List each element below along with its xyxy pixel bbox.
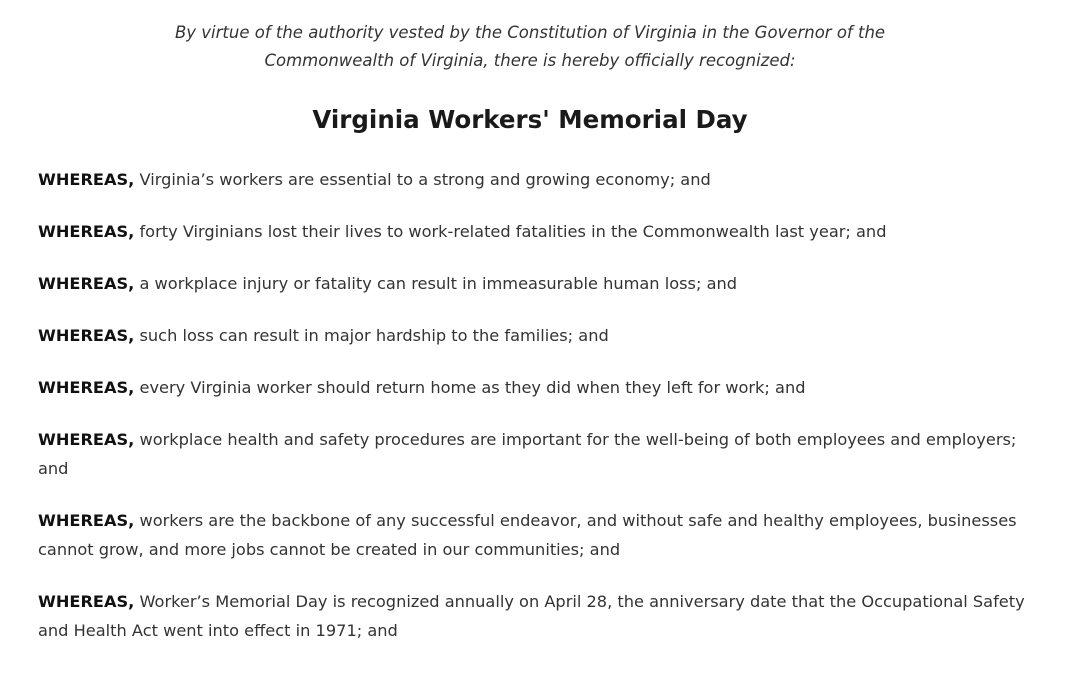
page-title: Virginia Workers' Memorial Day	[312, 105, 748, 134]
whereas-clause-list	[38, 165, 1028, 668]
whereas-clause	[38, 373, 1028, 402]
whereas-keyword: WHEREAS,	[38, 222, 135, 241]
whereas-clause	[38, 321, 1028, 350]
clause-text: Virginia’s workers are essential to a strong and growing economy; and	[139, 170, 711, 189]
clause-text: workers are the backbone of any successful endeavor, and without safe and healthy employees, businesses cannot grow, and more jobs cannot be created in our communities; and	[38, 511, 1017, 559]
whereas-clause	[38, 587, 1028, 645]
clause-text: Worker’s Memorial Day is recognized annually on April 28, the anniversary date that the Occupational Safety and Health Act went into effect in 1971; and	[38, 592, 1025, 640]
whereas-clause	[38, 217, 1028, 246]
whereas-keyword: WHEREAS,	[38, 170, 135, 189]
clause-text: such loss can result in major hardship to the families; and	[139, 326, 609, 345]
whereas-keyword: WHEREAS,	[38, 592, 135, 611]
clause-text: workplace health and safety procedures are important for the well-being of both employees and employers; and	[38, 430, 1017, 478]
whereas-clause	[38, 165, 1028, 194]
clause-text: a workplace injury or fatality can result in immeasurable human loss; and	[139, 274, 738, 293]
whereas-clause	[38, 506, 1028, 564]
whereas-clause	[38, 269, 1028, 298]
whereas-clause	[38, 425, 1028, 483]
intro-text: By virtue of the authority vested by the Constitution of Virginia in the Governor of the Commonwealth of Virginia, there is hereby officially recognized:	[174, 23, 886, 70]
whereas-keyword: WHEREAS,	[38, 326, 135, 345]
clause-text: every Virginia worker should return home as they did when they left for work; and	[139, 378, 806, 397]
whereas-keyword: WHEREAS,	[38, 511, 135, 530]
whereas-keyword: WHEREAS,	[38, 274, 135, 293]
whereas-keyword: WHEREAS,	[38, 430, 135, 449]
clause-text: forty Virginians lost their lives to work-related fatalities in the Commonwealth last year; and	[139, 222, 887, 241]
whereas-keyword: WHEREAS,	[38, 378, 135, 397]
